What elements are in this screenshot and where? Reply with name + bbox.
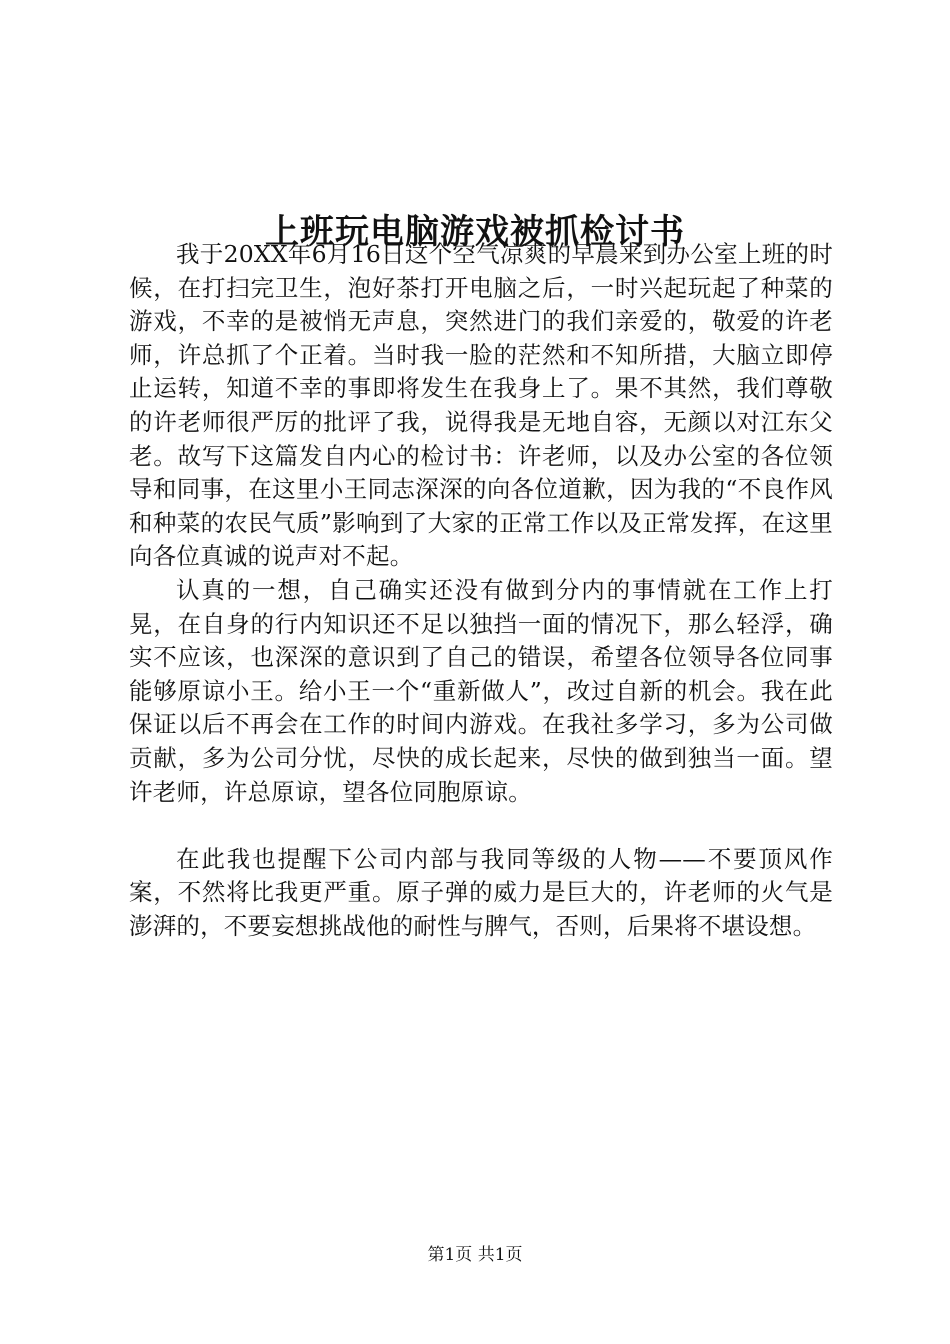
- page-footer: 第1页 共1页: [427, 1245, 523, 1265]
- document-body: [129, 238, 833, 943]
- document-title: 上班玩电脑游戏被抓检讨书: [265, 211, 685, 252]
- paragraph-3: 在此我也提醒下公司内部与我同等级的人物——不要顶风作案，不然将比我更严重。原子弹的威力是巨大的，许老师的火气是澎湃的，不要妄想挑战他的耐性与脾气，否则，后果将不堪设想。: [129, 844, 833, 940]
- paragraph-1: 我于20XX年6月16日这个空气凉爽的早晨来到办公室上班的时候，在打扫完卫生，泡好茶打开电脑之后，一时兴起玩起了种菜的游戏，不幸的是被悄无声息，突然进门的我们亲爱的，敬爱的许老师，许总抓了个正着。当时我一脸的茫然和不知所措，大脑立即停止运转，知道不幸的事即将发生在我身上了。果不其然，我们尊敬的许老师很严厉的批评了我，说得我是无地自容，无颜以对江东父老。故写下这篇发自内心的检讨书：许老师，以及办公室的各位领导和同事，在这里小王同志深深的向各位道歉，因为我的“不良作风和种菜的农民气质”影响到了大家的正常工作以及正常发挥，在这里向各位真诚的说声对不起。: [129, 240, 833, 571]
- paragraph-2: 认真的一想，自己确实还没有做到分内的事情就在工作上打晃，在自身的行内知识还不足以独挡一面的情况下，那么轻浮，确实不应该，也深深的意识到了自己的错误，希望各位领导各位同事能够原谅小王。给小王一个“重新做人”，改过自新的机会。我在此保证以后不再会在工作的时间内游戏。在我社多学习，多为公司做贡献，多为公司分忧，尽快的成长起来，尽快的做到独当一面。望许老师，许总原谅，望各位同胞原谅。: [129, 575, 833, 806]
